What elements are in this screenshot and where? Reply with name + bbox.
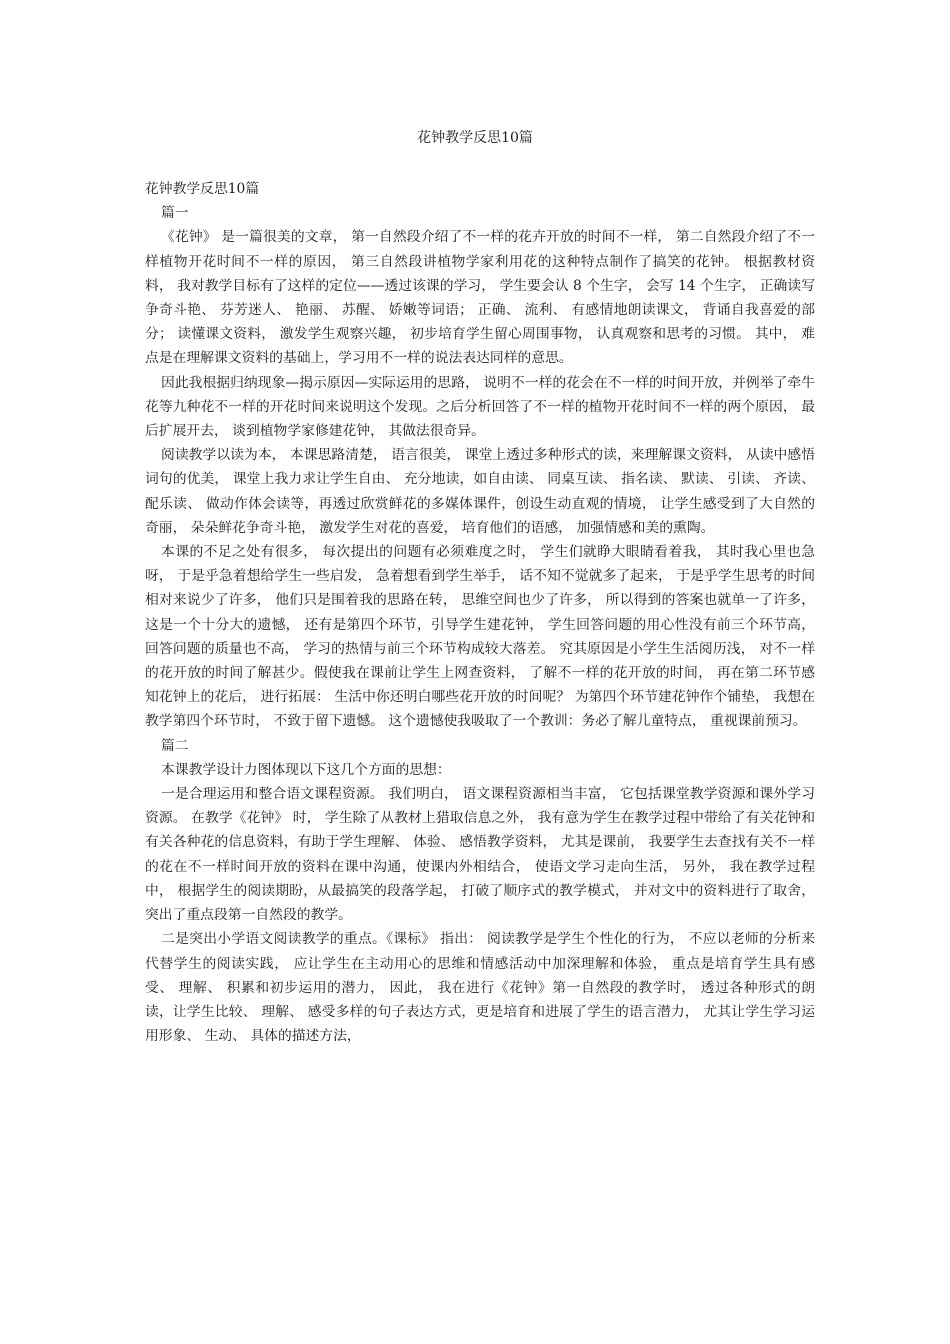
section-heading-2: 篇二 — [161, 737, 189, 754]
paragraph: 本课教学设计力图体现以下这几个方面的思想： — [161, 761, 451, 778]
paragraph: 一是合理运用和整合语文课程资源。 我们明白， 语文课程资源相当丰富， 它包括课堂教学资源和课外学习资源。 在教学《花钟》 时， 学生除了从教材上猎取信息之外， 我有意为学生在教学过程中带给了有关花钟和有关各种花的信息资料，有助于学生理解、 体验、 感悟教学资料， 尤其是课前， 我要学生去查找有关不一样的花在不一样时间开放的资料在课中沟通，使课内外相结合， 使语文学习走向生活， 另外， 我在教学过程中， 根据学生的阅读期盼，从最搞笑的段落学起， 打破了顺序式的教学模式， 并对文中的资料进行了取舍， 突出了重点段第一自然段的教学。 — [145, 786, 815, 924]
paragraph: 因此我根据归纳现象—揭示原因—实际运用的思路， 说明不一样的花会在不一样的时间开放，并例举了牵牛花等九种花不一样的开花时间来说明这个发现。之后分析回答了不一样的植物开花时间不一样的两个原因， 最后扩展开去， 谈到植物学家修建花钟， 其做法很奇异。 — [145, 374, 815, 440]
section-heading-1: 篇一 — [161, 205, 189, 222]
paragraph: 二是突出小学语文阅读教学的重点。《课标》 指出： 阅读教学是学生个性化的行为， 不应以老师的分析来代替学生的阅读实践， 应让学生在主动用心的思维和情感活动中加深理解和体验， 重点是培育学生具有感受、 理解、 积累和初步运用的潜力， 因此， 我在进行《花钟》第一自然段的教学时， 透过各种形式的朗读，让学生比较、 理解、 感受多样的句子表达方式，更是培育和进展了学生的语言潜力， 尤其让学生学习运用形象、 生动、 具体的描述方法， — [145, 931, 815, 1045]
document-body — [145, 177, 815, 1048]
paragraph: 阅读教学以读为本， 本课思路清楚， 语言很美， 课堂上透过多种形式的读，来理解课文资料， 从读中感悟词句的优美， 课堂上我力求让学生自由、 充分地读，如自由读、 同桌互读、 指名读、 默读、 引读、 齐读、 配乐读、 做动作体会读等，再透过欣赏鲜花的多媒体课件，创设生动直观的情境， 让学生感受到了大自然的奇丽， 朵朵鲜花争奇斗艳， 激发学生对花的喜爱， 培育他们的语感， 加强情感和美的熏陶。 — [145, 447, 815, 536]
document-title: 花钟教学反思10篇 — [417, 130, 533, 146]
paragraph: 本课的不足之处有很多， 每次提出的问题有必须难度之时， 学生们就睁大眼睛看着我， 其时我心里也急呀， 于是乎急着想给学生一些启发， 急着想看到学生举手， 话不知不觉就多了起来， 于是乎学生思考的时间相对来说少了许多， 他们只是围着我的思路在转， 思维空间也少了许多， 所以得到的答案也就单一了许多，这是一个十分大的遗憾， 还有是第四个环节，引导学生建花钟， 学生回答问题的用心性没有前三个环节高， 回答问题的质量也不高， 学习的热情与前三个环节构成较大落差。 究其原因是小学生生活阅历浅， 对不一样的花开放的时间了解甚少。假使我在课前让学生上网查资料， 了解不一样的花开放的时间， 再在第二环节感知花钟上的花后， 进行拓展： 生活中你还明白哪些花开放的时间呢？ 为第四个环节建花钟作个铺垫， 我想在教学第四个环节时， 不致于留下遗憾。 这个遗憾使我吸取了一个教训：务必了解儿童特点， 重视课前预习。 — [145, 544, 815, 730]
document-subtitle: 花钟教学反思10篇 — [145, 181, 260, 197]
paragraph: 《花钟》 是一篇很美的文章， 第一自然段介绍了不一样的花卉开放的时间不一样， 第二自然段介绍了不一样植物开花时间不一样的原因， 第三自然段讲植物学家利用花的这种特点制作了搞笑的花钟。 根据教材资料， 我对教学目标有了这样的定位——透过该课的学习， 学生要会认 8 个生字， 会写 14 个生字， 正确读写争奇斗艳、 芬芳迷人、 艳丽、 苏醒、 娇嫩等词语； 正确、 流利、 有感情地朗读课文， 背诵自我喜爱的部分； 读懂课文资料， 激发学生观察兴趣， 初步培育学生留心周围事物， 认真观察和思考的习惯。 其中， 难点是在理解课文资料的基础上，学习用不一样的说法表达同样的意思。 — [145, 229, 815, 367]
